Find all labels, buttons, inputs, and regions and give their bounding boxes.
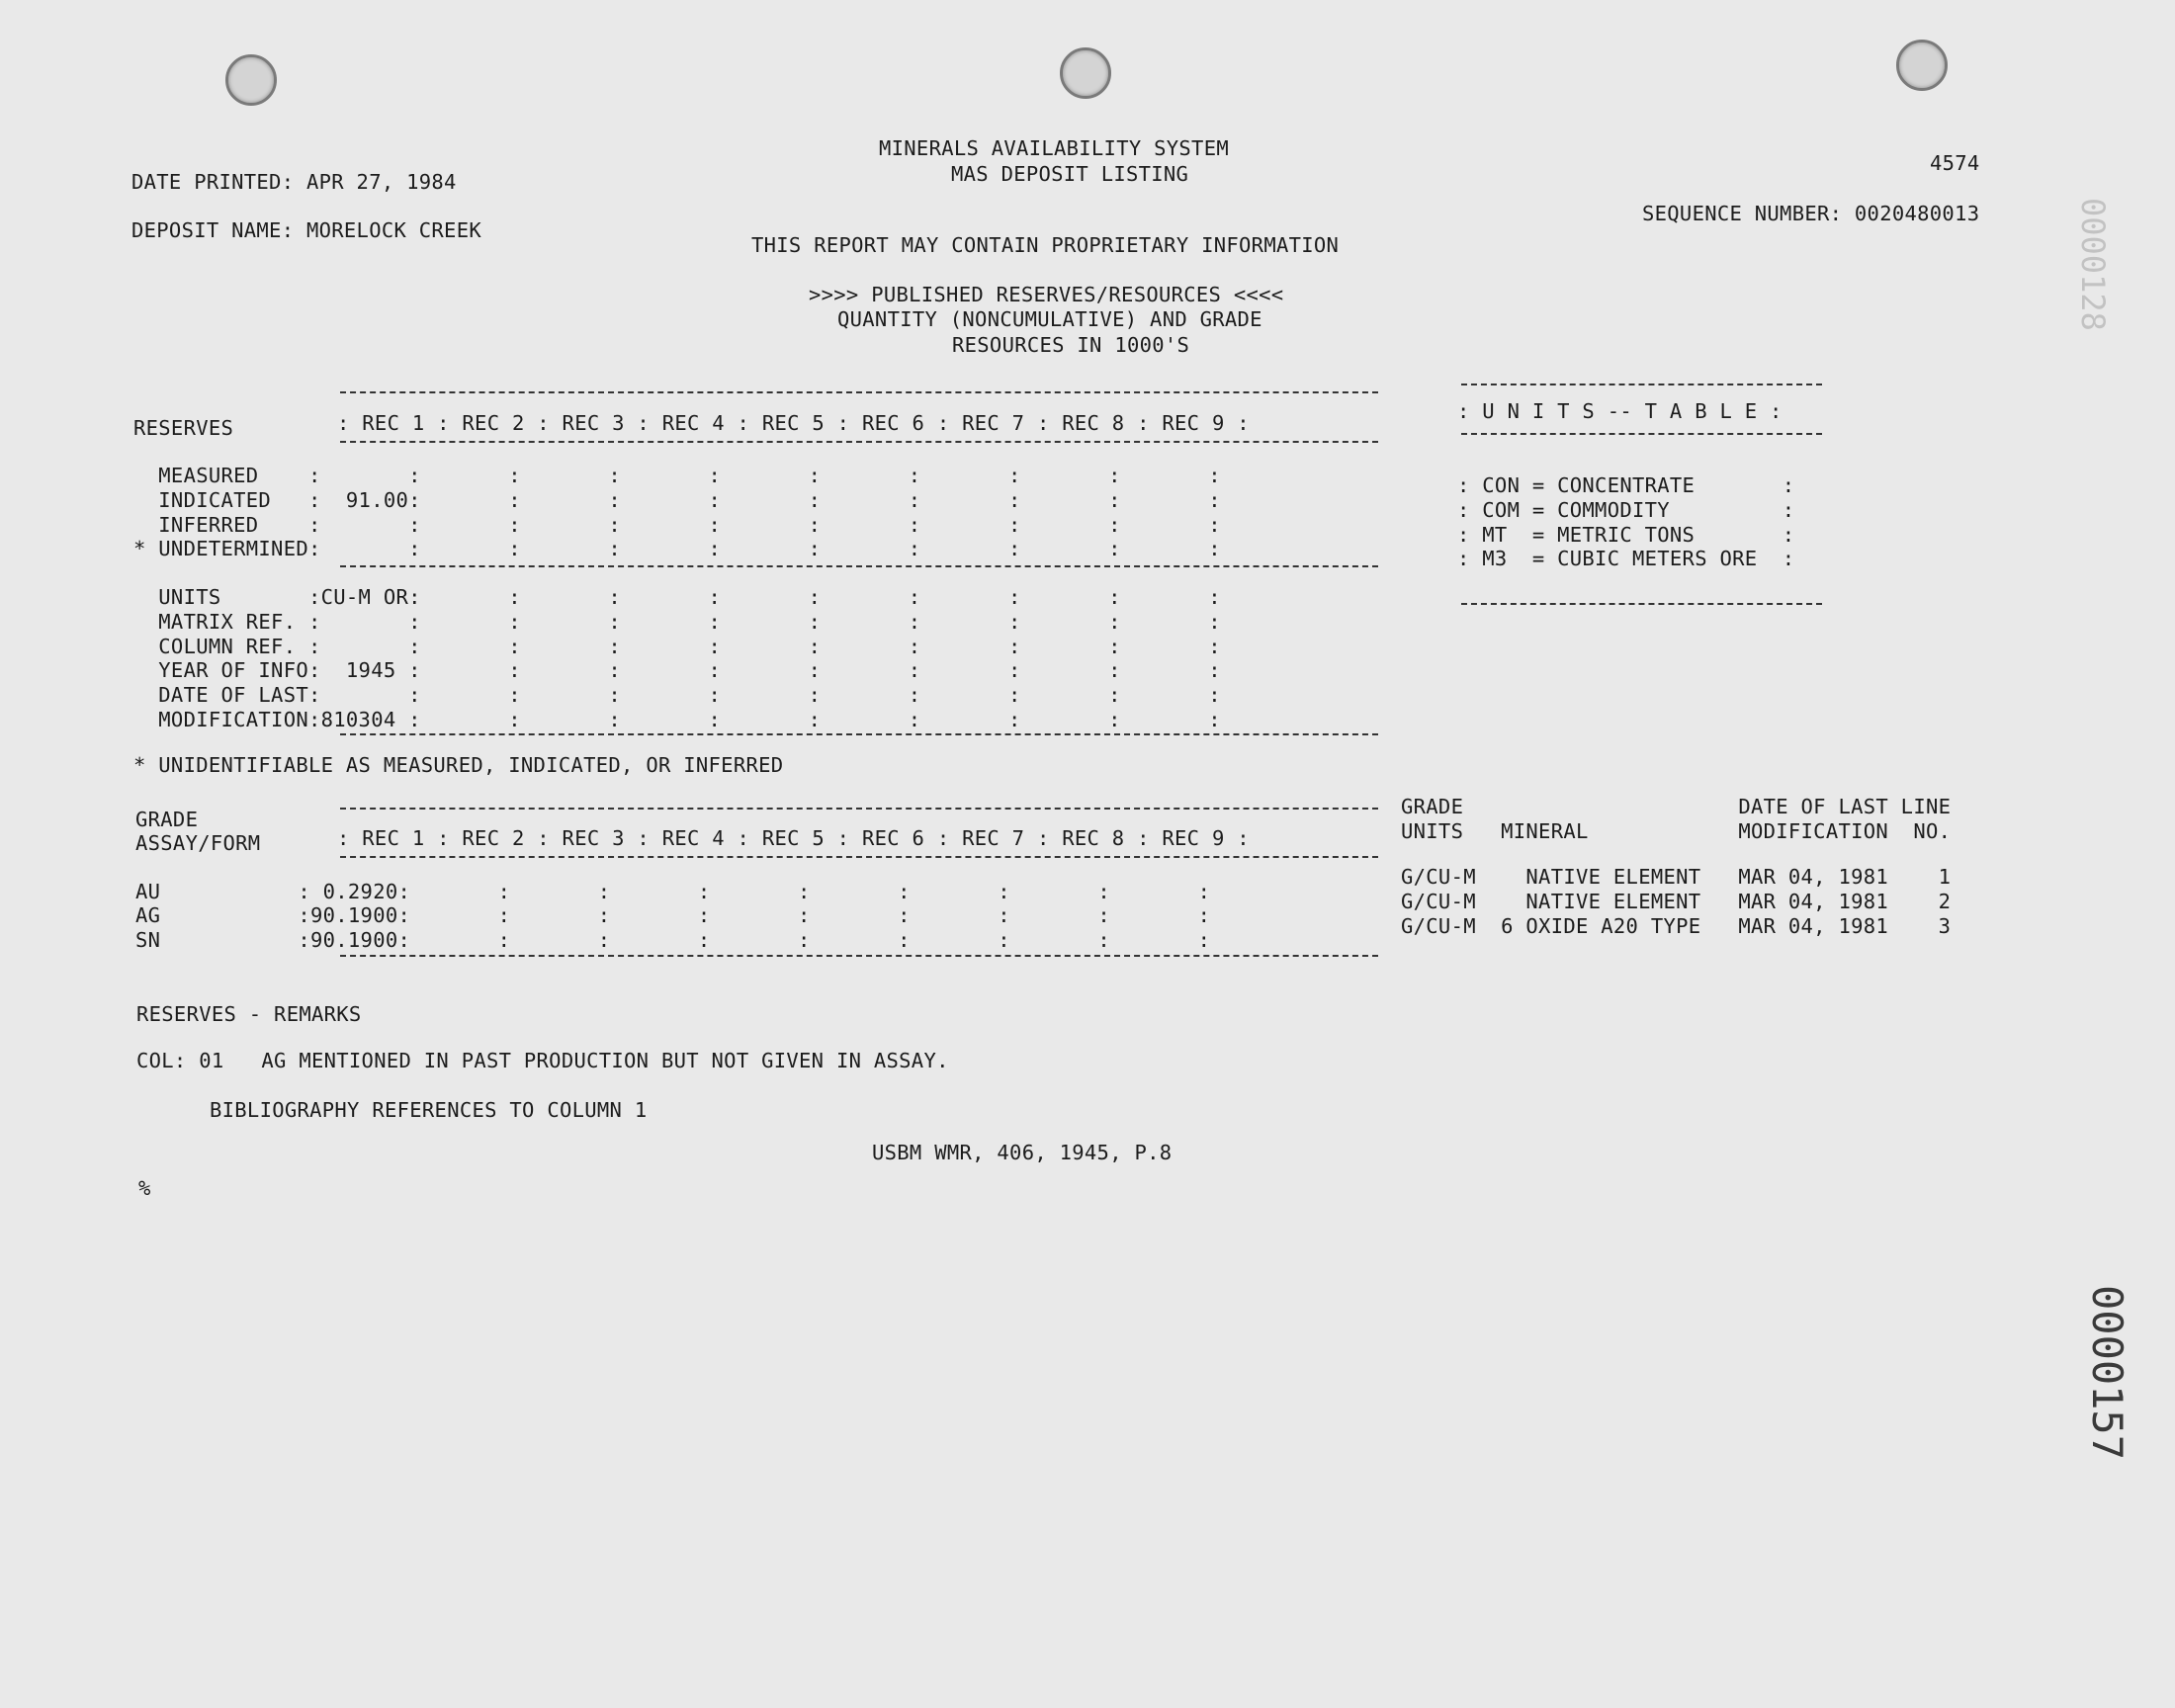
info-row-year: YEAR OF INFO: 1945 : : : : : : : : :	[133, 658, 1221, 682]
margin-stamp-bottom: 0000157	[2083, 1285, 2132, 1461]
assay-form-label: ASSAY/FORM	[135, 831, 261, 855]
reserves-top-rule	[340, 391, 1378, 393]
date-printed: DATE PRINTED: APR 27, 1984	[131, 170, 457, 194]
reserves-label: RESERVES	[133, 416, 234, 440]
reserves-row-measured: MEASURED : : : : : : : : : :	[133, 464, 1221, 487]
punch-hole-center	[1060, 47, 1111, 99]
report-code: 4574	[1930, 151, 1980, 175]
grade-row-sn: SN :90.1900: : : : : : : : :	[135, 928, 1211, 952]
units-table-title: : U N I T S -- T A B L E :	[1457, 399, 1783, 423]
info-row-matrix-ref: MATRIX REF. : : : : : : : : : :	[133, 610, 1221, 634]
units-item-m3: : M3 = CUBIC METERS ORE :	[1457, 547, 1795, 570]
percent-mark: %	[138, 1176, 151, 1200]
info-row-units: UNITS :CU-M OR: : : : : : : : :	[133, 585, 1221, 609]
system-title: MINERALS AVAILABILITY SYSTEM	[879, 136, 1229, 160]
units-item-mt: : MT = METRIC TONS :	[1457, 523, 1795, 547]
margin-stamp-top: 0000128	[2074, 198, 2112, 331]
units-top-rule	[1461, 384, 1822, 385]
reserves-row-indicated: INDICATED : 91.00: : : : : : : : :	[133, 488, 1221, 512]
reserves-footnote: * UNIDENTIFIABLE AS MEASURED, INDICATED, OR INFERRED	[133, 753, 784, 777]
info-row-modification: MODIFICATION:810304 : : : : : : : : :	[133, 708, 1221, 731]
grade-right-header-2: UNITS MINERAL MODIFICATION NO.	[1401, 819, 1952, 843]
reserves-header-rule	[340, 441, 1378, 443]
remarks-col: COL: 01 AG MENTIONED IN PAST PRODUCTION BUT NOT GIVEN IN ASSAY.	[136, 1049, 949, 1072]
grade-right-row-1: G/CU-M NATIVE ELEMENT MAR 04, 1981 1	[1401, 865, 1952, 889]
units-item-con: : CON = CONCENTRATE :	[1457, 473, 1795, 497]
units-item-com: : COM = COMMODITY :	[1457, 498, 1795, 522]
grade-label: GRADE	[135, 808, 199, 831]
remarks-title: RESERVES - REMARKS	[136, 1002, 362, 1026]
deposit-name: DEPOSIT NAME: MORELOCK CREEK	[131, 218, 481, 242]
reserves-row-undetermined: * UNDETERMINED: : : : : : : : : :	[133, 537, 1221, 560]
grade-header-rule	[340, 856, 1378, 858]
proprietary-notice: THIS REPORT MAY CONTAIN PROPRIETARY INFORMATION	[751, 233, 1340, 257]
listing-title: MAS DEPOSIT LISTING	[951, 162, 1189, 186]
grade-row-au: AU : 0.2920: : : : : : : : :	[135, 880, 1211, 903]
section-title: >>>> PUBLISHED RESERVES/RESOURCES <<<<	[809, 283, 1284, 306]
units-header-rule	[1461, 433, 1822, 435]
units-bottom-rule	[1461, 603, 1822, 605]
grade-bottom-rule	[340, 955, 1378, 957]
info-row-column-ref: COLUMN REF. : : : : : : : : : :	[133, 635, 1221, 658]
reserves-bottom-rule	[340, 733, 1378, 735]
reserves-mid-rule	[340, 565, 1378, 567]
bibliography-heading: BIBLIOGRAPHY REFERENCES TO COLUMN 1	[210, 1098, 648, 1122]
sequence-number: SEQUENCE NUMBER: 0020480013	[1642, 202, 1980, 225]
grade-right-row-3: G/CU-M 6 OXIDE A20 TYPE MAR 04, 1981 3	[1401, 914, 1952, 938]
reserves-row-inferred: INFERRED : : : : : : : : : :	[133, 513, 1221, 537]
punch-hole-left	[225, 54, 277, 106]
punch-hole-right	[1896, 40, 1948, 91]
reserves-header-row: : REC 1 : REC 2 : REC 3 : REC 4 : REC 5 : REC 6 : REC 7 : REC 8 : REC 9 :	[337, 411, 1250, 435]
bibliography-reference: USBM WMR, 406, 1945, P.8	[872, 1141, 1173, 1164]
grade-header-row: : REC 1 : REC 2 : REC 3 : REC 4 : REC 5 : REC 6 : REC 7 : REC 8 : REC 9 :	[337, 826, 1250, 850]
grade-right-header-1: GRADE DATE OF LAST LINE	[1401, 795, 1952, 818]
section-subtitle: QUANTITY (NONCUMULATIVE) AND GRADE	[837, 307, 1262, 331]
grade-row-ag: AG :90.1900: : : : : : : : :	[135, 903, 1211, 927]
section-units: RESOURCES IN 1000'S	[952, 333, 1190, 357]
info-row-date-of-last: DATE OF LAST: : : : : : : : : :	[133, 683, 1221, 707]
grade-top-rule	[340, 808, 1378, 810]
grade-right-row-2: G/CU-M NATIVE ELEMENT MAR 04, 1981 2	[1401, 890, 1952, 913]
